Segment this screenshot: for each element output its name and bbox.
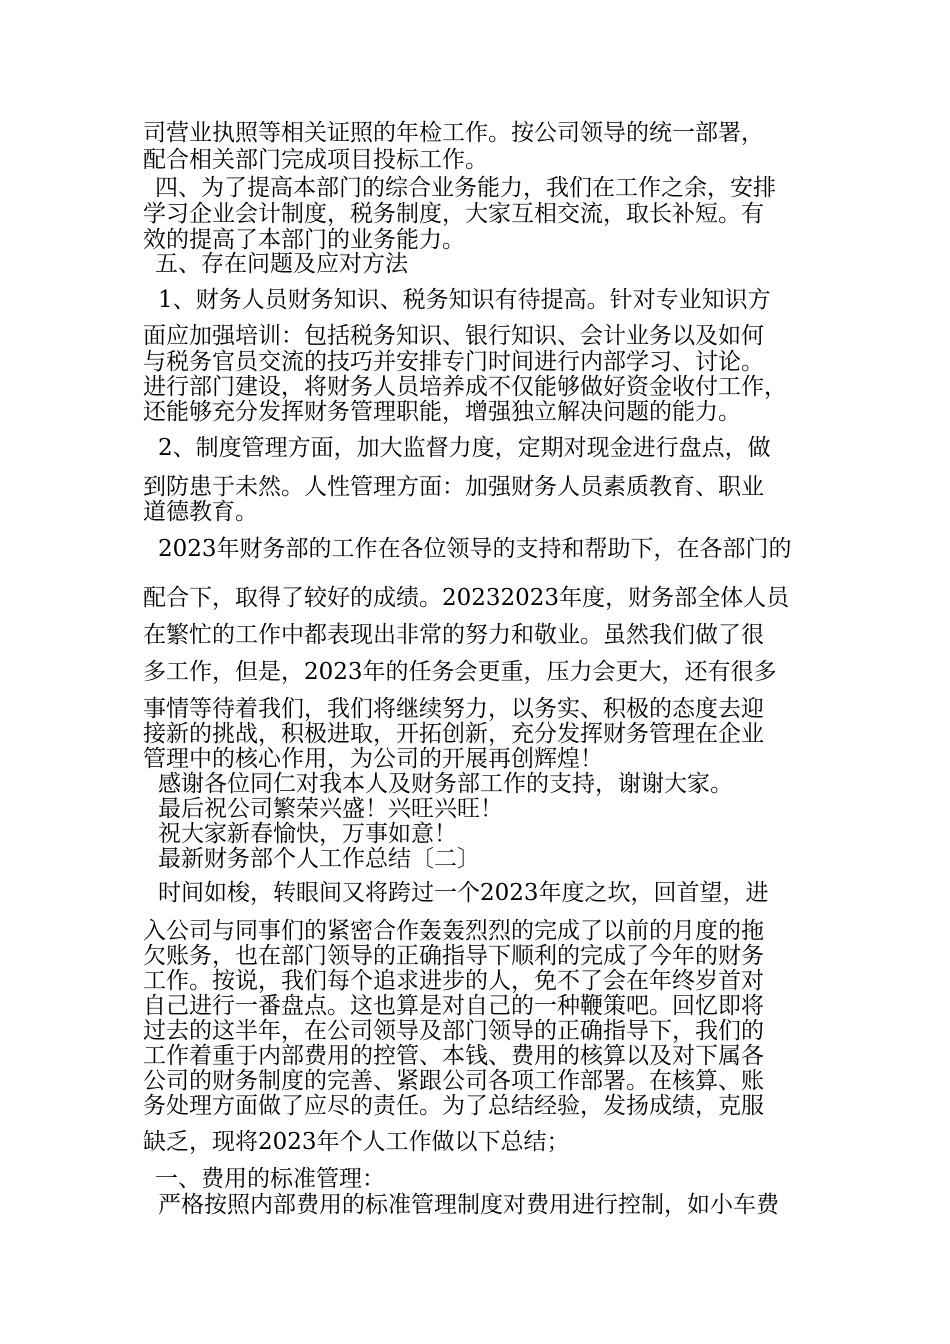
text-line: 接新的挑战，积极进取，开拓创新，充分发挥财务管理在企业 bbox=[143, 721, 764, 747]
text-line: 司营业执照等相关证照的年检工作。按公司领导的统一部署， bbox=[143, 120, 764, 146]
text-line: 管理中的核心作用，为公司的开展再创辉煌！ bbox=[143, 746, 603, 772]
section-heading: 五、存在问题及应对方法 bbox=[155, 251, 408, 277]
text-line: 还能够充分发挥财务管理职能，增强独立解决问题的能力。 bbox=[143, 399, 741, 425]
text-line: 2023年财务部的工作在各位领导的支持和帮助下，在各部门的 bbox=[158, 536, 792, 562]
text-line: 欠账务，也在部门领导的正确指导下顺利的完成了今年的财务 bbox=[143, 943, 764, 969]
text-line: 务处理方面做了应尽的责任。为了总结经验，发扬成绩，克服 bbox=[143, 1093, 764, 1119]
text-line: 最后祝公司繁荣兴盛！兴旺兴旺！ bbox=[158, 796, 503, 822]
text-line: 道德教育。 bbox=[143, 499, 258, 525]
text-line: 工作着重于内部费用的控管、本钱、费用的核算以及对下属各 bbox=[143, 1043, 764, 1069]
text-line: 配合下，取得了较好的成绩。20232023年度，财务部全体人员 bbox=[143, 585, 790, 611]
text-line: 到防患于未然。人性管理方面：加强财务人员素质教育、职业 bbox=[143, 474, 764, 500]
text-line: 事情等待着我们，我们将继续努力，以务实、积极的态度去迎 bbox=[143, 696, 764, 722]
text-line: 学习企业会计制度，税务制度，大家互相交流，取长补短。有 bbox=[143, 201, 764, 227]
text-line: 1、财务人员财务知识、税务知识有待提高。针对专业知识方 bbox=[158, 287, 771, 313]
text-line: 公司的财务制度的完善、紧跟公司各项工作部署。在核算、账 bbox=[143, 1068, 764, 1094]
text-line: 工作。按说，我们每个追求进步的人，免不了会在年终岁首对 bbox=[143, 968, 764, 994]
text-line: 入公司与同事们的紧密合作轰轰烈烈的完成了以前的月度的拖 bbox=[143, 918, 764, 944]
text-line: 缺乏，现将2023年个人工作做以下总结； bbox=[143, 1129, 570, 1155]
text-line: 时间如梭，转眼间又将跨过一个2023年度之坎，回首望，进 bbox=[158, 880, 769, 906]
text-line: 祝大家新春愉快，万事如意！ bbox=[158, 821, 457, 847]
text-line: 在繁忙的工作中都表现出非常的努力和敬业。虽然我们做了很 bbox=[143, 622, 764, 648]
text-line: 进行部门建设，将财务人员培养成不仅能够做好资金收付工作， bbox=[143, 374, 787, 400]
text-line: 多工作，但是，2023年的任务会更重，压力会更大，还有很多 bbox=[143, 659, 777, 685]
text-line: 严格按照内部费用的标准管理制度对费用进行控制，如小车费 bbox=[158, 1192, 779, 1218]
text-line: 2、制度管理方面，加大监督力度，定期对现金进行盘点，做 bbox=[158, 435, 771, 461]
text-line: 过去的这半年，在公司领导及部门领导的正确指导下，我们的 bbox=[143, 1018, 764, 1044]
text-line: 与税务官员交流的技巧并安排专门时间进行内部学习、讨论。 bbox=[143, 349, 764, 375]
text-line: 面应加强培训：包括税务知识、银行知识、会计业务以及如何 bbox=[143, 323, 764, 349]
text-line: 自己进行一番盘点。这也算是对自己的一种鞭策吧。回忆即将 bbox=[143, 993, 764, 1019]
text-line: 效的提高了本部门的业务能力。 bbox=[143, 227, 465, 253]
text-line: 四、为了提高本部门的综合业务能力，我们在工作之余，安排 bbox=[155, 175, 776, 201]
text-line: 配合相关部门完成项目投标工作。 bbox=[143, 147, 488, 173]
section-heading: 一、费用的标准管理： bbox=[155, 1166, 385, 1192]
section-title: 最新财务部个人工作总结〔二〕 bbox=[158, 846, 480, 872]
text-line: 感谢各位同仁对我本人及财务部工作的支持，谢谢大家。 bbox=[158, 771, 733, 797]
